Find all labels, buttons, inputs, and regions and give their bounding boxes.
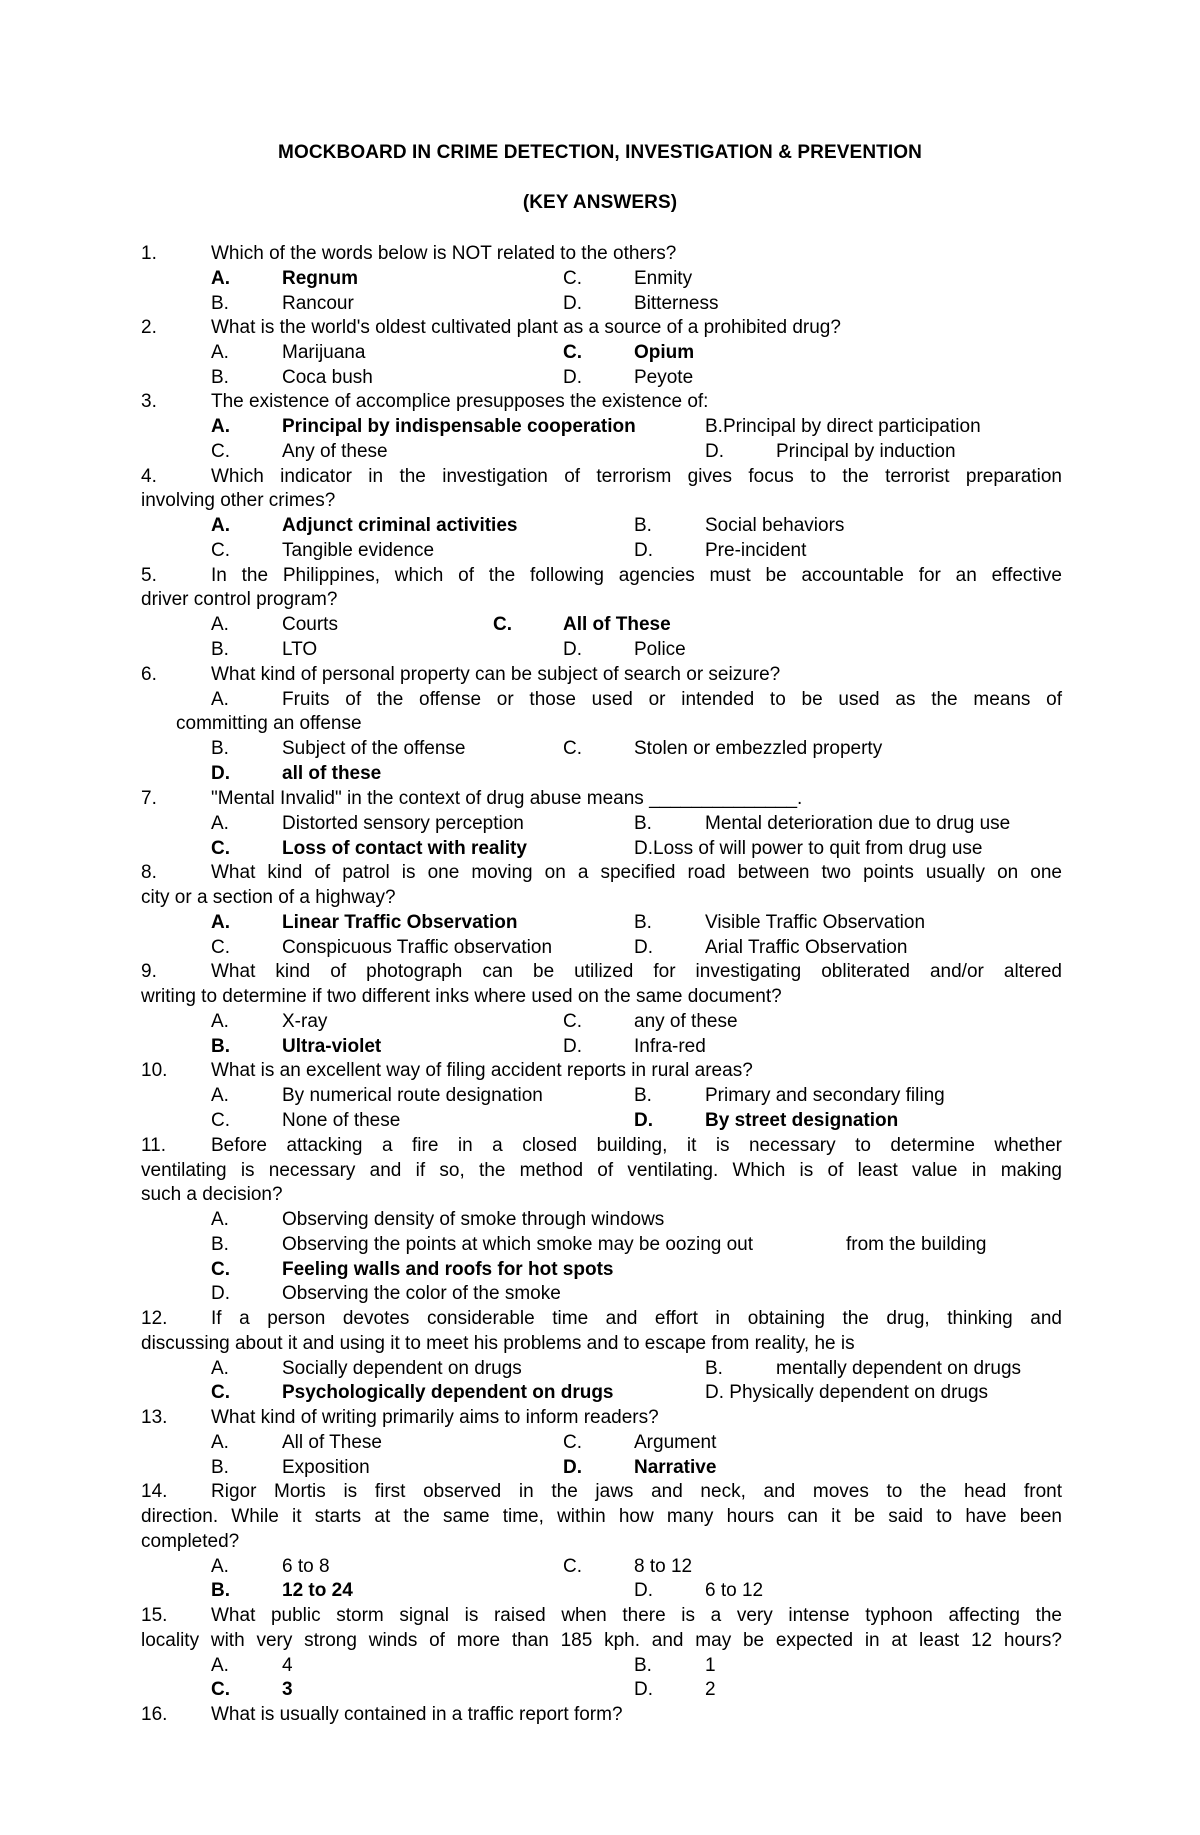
option-text-answer: By street designation <box>705 1110 899 1131</box>
option-letter: A. <box>211 515 230 536</box>
option-text: None of these <box>282 1110 401 1131</box>
option-text: Marijuana <box>282 342 366 363</box>
question-text: Before attacking a fire in a closed building, it is necessary to determine whether <box>211 1135 1062 1156</box>
option-letter: C. <box>211 838 230 859</box>
option-letter: C. <box>563 1011 582 1032</box>
option-letter: D. <box>211 763 230 784</box>
option-text: Distorted sensory perception <box>282 813 524 834</box>
option-text: 4 <box>282 1655 293 1676</box>
option-letter: C. <box>493 614 512 635</box>
option-letter: C. <box>563 738 582 759</box>
option-text-answer: Principal by indispensable cooperation <box>282 416 636 437</box>
option-letter: A. <box>211 614 229 635</box>
option-text: 6 to 12 <box>705 1580 764 1601</box>
option-text: 6 to 8 <box>282 1556 330 1577</box>
option-letter: D. <box>634 1679 653 1700</box>
option-text-answer: Feeling walls and roofs for hot spots <box>282 1259 614 1280</box>
option-letter: A. <box>211 912 230 933</box>
question-number: 13. <box>141 1407 168 1428</box>
question-number: 8. <box>141 862 157 883</box>
question-number: 3. <box>141 391 157 412</box>
option-letter: C. <box>563 268 582 289</box>
question-text: What is usually contained in a traffic report form? <box>211 1704 623 1725</box>
option-text: 1 <box>705 1655 716 1676</box>
option-text: Infra-red <box>634 1036 706 1057</box>
option-text: Argument <box>634 1432 717 1453</box>
option-letter: D. <box>634 1110 653 1131</box>
option-letter: B. <box>211 293 229 314</box>
option-text: 2 <box>705 1679 716 1700</box>
option-letter: D. <box>563 1036 582 1057</box>
option-text: Mental deterioration due to drug use <box>705 813 1011 834</box>
option-letter: C. <box>563 1556 582 1577</box>
option-text: Observing the points at which smoke may be oozing out <box>282 1234 754 1255</box>
question-number: 16. <box>141 1704 168 1725</box>
question-number: 2. <box>141 317 157 338</box>
option-letter: C. <box>211 1259 230 1280</box>
option-text: Visible Traffic Observation <box>705 912 926 933</box>
question-text: In the Philippines, which of the following agencies must be accountable for an effective <box>211 565 1062 586</box>
option-letter: B. <box>634 1085 652 1106</box>
option-text: Tangible evidence <box>282 540 435 561</box>
question-text: Which indicator in the investigation of terrorism gives focus to the terrorist preparation <box>211 466 1062 487</box>
question-text-continued: direction. While it starts at the same time, within how many hours can it be said to have been <box>141 1506 1062 1527</box>
option-letter: C. <box>211 1679 230 1700</box>
option-letter: D. <box>634 937 653 958</box>
option-letter: D. <box>563 639 582 660</box>
question-number: 1. <box>141 243 157 264</box>
option-text: LTO <box>282 639 318 660</box>
option-text-answer: Opium <box>634 342 695 363</box>
question-text: What kind of patrol is one moving on a specified road between two points usually on one <box>211 862 1062 883</box>
question-number: 15. <box>141 1605 168 1626</box>
option-text: Exposition <box>282 1457 370 1478</box>
option-text: Arial Traffic Observation <box>705 937 908 958</box>
question-number: 4. <box>141 466 157 487</box>
question-text-continued: writing to determine if two different inks where used on the same document? <box>141 986 782 1007</box>
option-letter: B. <box>211 1580 230 1601</box>
option-letter: A. <box>211 342 229 363</box>
option-letter: A. <box>211 813 229 834</box>
option-text: Observing the color of the smoke <box>282 1283 561 1304</box>
option-text-answer: Adjunct criminal activities <box>282 515 518 536</box>
option-letter: B. <box>634 1655 652 1676</box>
option-letter: A. <box>211 1556 229 1577</box>
option-text: Socially dependent on drugs <box>282 1358 522 1379</box>
option-text: All of These <box>282 1432 382 1453</box>
option-text: Observing density of smoke through windows <box>282 1209 665 1230</box>
option-letter: C. <box>211 937 230 958</box>
question-number: 11. <box>141 1135 167 1156</box>
question-text-continued: discussing about it and using it to meet his problems and to escape from reality, he is <box>141 1333 855 1354</box>
document-subtitle: (KEY ANSWERS) <box>522 192 678 213</box>
option-text: Rancour <box>282 293 354 314</box>
option-text: D. Physically dependent on drugs <box>705 1382 989 1403</box>
option-text: X-ray <box>282 1011 328 1032</box>
option-text: Fruits of the offense or those used or intended to be used as the means of <box>282 689 1062 710</box>
question-text-continued: completed? <box>141 1531 240 1552</box>
option-letter: A. <box>211 416 230 437</box>
option-text: B.Principal by direct participation <box>705 416 981 437</box>
question-text: Rigor Mortis is first observed in the jaws and neck, and moves to the head front <box>211 1481 1062 1502</box>
question-text-continued: involving other crimes? <box>141 490 336 511</box>
question-number: 9. <box>141 961 157 982</box>
option-letter: C. <box>211 441 230 462</box>
option-text: mentally dependent on drugs <box>776 1358 1022 1379</box>
option-letter: D. <box>705 441 724 462</box>
option-letter: C. <box>211 1382 230 1403</box>
option-text: Conspicuous Traffic observation <box>282 937 553 958</box>
option-letter: D. <box>563 367 582 388</box>
option-letter: D. <box>634 540 653 561</box>
option-text: Social behaviors <box>705 515 845 536</box>
option-text: Courts <box>282 614 338 635</box>
option-letter: D. <box>211 1283 230 1304</box>
question-number: 5. <box>141 565 157 586</box>
option-text: Enmity <box>634 268 693 289</box>
option-text-answer: all of these <box>282 763 382 784</box>
option-text: Bitterness <box>634 293 719 314</box>
option-letter: B. <box>634 912 652 933</box>
option-letter: D. <box>563 1457 582 1478</box>
question-number: 6. <box>141 664 157 685</box>
option-letter: A. <box>211 1209 229 1230</box>
question-text: Which of the words below is NOT related to the others? <box>211 243 677 264</box>
question-text: "Mental Invalid" in the context of drug abuse means ______________. <box>211 788 803 809</box>
question-text: What is an excellent way of filing accident reports in rural areas? <box>211 1060 753 1081</box>
question-text: What kind of personal property can be subject of search or seizure? <box>211 664 781 685</box>
option-letter: B. <box>211 1036 230 1057</box>
option-text: By numerical route designation <box>282 1085 543 1106</box>
option-letter: D. <box>563 293 582 314</box>
option-letter: A. <box>211 1358 229 1379</box>
option-letter: D. <box>634 1580 653 1601</box>
question-text: The existence of accomplice presupposes the existence of: <box>211 391 709 412</box>
option-letter: A. <box>211 1011 229 1032</box>
option-text: Police <box>634 639 686 660</box>
question-number: 12. <box>141 1308 168 1329</box>
option-letter: C. <box>563 342 582 363</box>
option-text: Pre-incident <box>705 540 807 561</box>
question-text-continued: city or a section of a highway? <box>141 887 396 908</box>
option-text-answer: All of These <box>563 614 671 635</box>
option-letter: C. <box>563 1432 582 1453</box>
option-letter: A. <box>211 689 229 710</box>
option-text-continued: committing an offense <box>176 713 362 734</box>
option-text-answer: 3 <box>282 1679 293 1700</box>
option-letter: C. <box>211 540 230 561</box>
option-letter: B. <box>705 1358 723 1379</box>
option-text: Coca bush <box>282 367 373 388</box>
option-letter: A. <box>211 1432 229 1453</box>
question-number: 7. <box>141 788 157 809</box>
option-text-answer: Narrative <box>634 1457 717 1478</box>
question-text: If a person devotes considerable time and effort in obtaining the drug, thinking and <box>211 1308 1062 1329</box>
option-text-answer: Ultra-violet <box>282 1036 382 1057</box>
option-letter: B. <box>211 1457 229 1478</box>
question-text: What kind of writing primarily aims to inform readers? <box>211 1407 659 1428</box>
option-letter: B. <box>634 813 652 834</box>
option-text-answer: Loss of contact with reality <box>282 838 527 859</box>
option-text-answer: Linear Traffic Observation <box>282 912 518 933</box>
question-text-continued: such a decision? <box>141 1184 283 1205</box>
option-text: Any of these <box>282 441 388 462</box>
option-text-answer: 12 to 24 <box>282 1580 353 1601</box>
option-text: any of these <box>634 1011 738 1032</box>
question-number: 14. <box>141 1481 168 1502</box>
option-letter: A. <box>211 268 230 289</box>
question-text-continued: driver control program? <box>141 589 338 610</box>
question-text-continued: locality with very strong winds of more than 185 kph. and may be expected in at least 12 hours? <box>141 1630 1062 1651</box>
option-letter: C. <box>211 1110 230 1131</box>
option-text-answer: Regnum <box>282 268 358 289</box>
option-letter: B. <box>211 367 229 388</box>
option-letter: B. <box>634 515 652 536</box>
option-letter: A. <box>211 1085 229 1106</box>
question-text: What kind of photograph can be utilized for investigating obliterated and/or altered <box>211 961 1062 982</box>
option-letter: B. <box>211 1234 229 1255</box>
option-text: Primary and secondary filing <box>705 1085 945 1106</box>
option-letter: B. <box>211 738 229 759</box>
option-text: Principal by induction <box>776 441 956 462</box>
question-text: What public storm signal is raised when there is a very intense typhoon affecting the <box>211 1605 1062 1626</box>
option-text: Stolen or embezzled property <box>634 738 883 759</box>
document-title: MOCKBOARD IN CRIME DETECTION, INVESTIGATION & PREVENTION <box>278 142 922 163</box>
question-text-continued: ventilating is necessary and if so, the method of ventilating. Which is of least value in making <box>141 1160 1062 1181</box>
option-letter: B. <box>211 639 229 660</box>
option-text-answer: Psychologically dependent on drugs <box>282 1382 614 1403</box>
option-letter: A. <box>211 1655 229 1676</box>
option-text: Subject of the offense <box>282 738 466 759</box>
question-number: 10. <box>141 1060 168 1081</box>
option-text: Peyote <box>634 367 694 388</box>
option-text-continued: from the building <box>846 1234 987 1255</box>
option-text: 8 to 12 <box>634 1556 693 1577</box>
question-text: What is the world's oldest cultivated plant as a source of a prohibited drug? <box>211 317 841 338</box>
option-text: D.Loss of will power to quit from drug use <box>634 838 983 859</box>
